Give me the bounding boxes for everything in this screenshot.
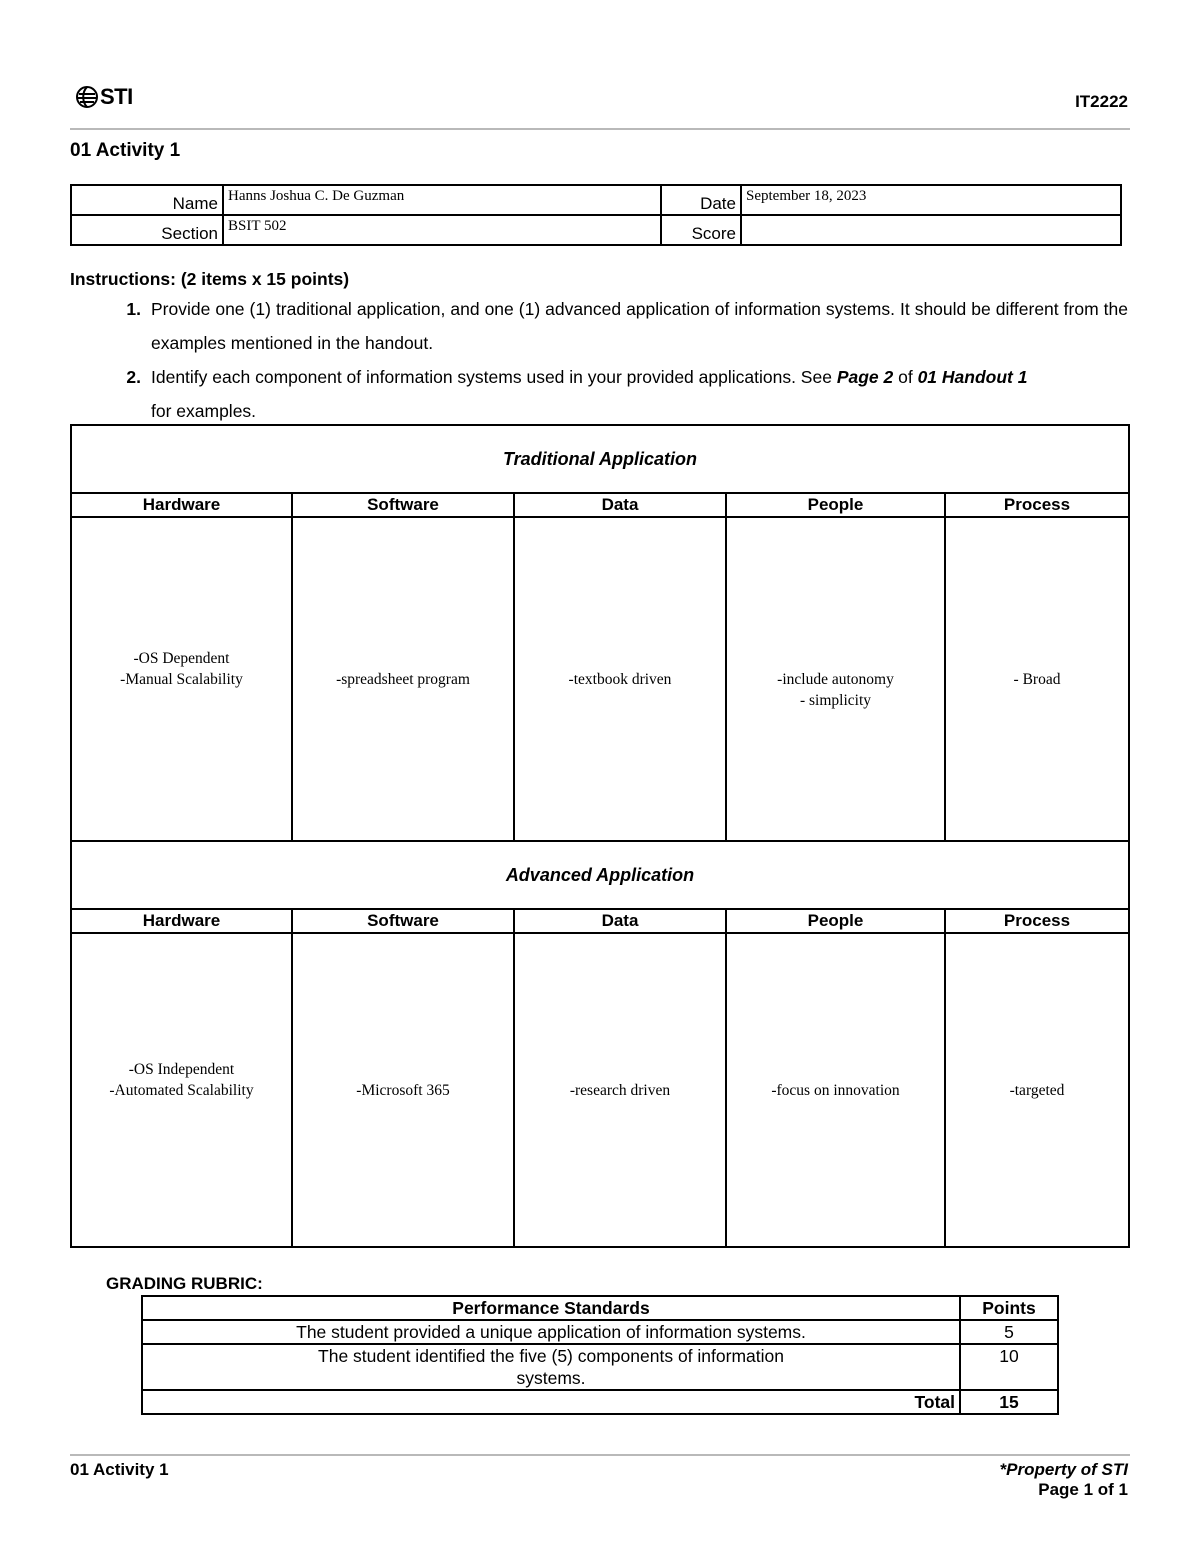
advanced-hardware-cell[interactable]	[71, 933, 292, 1247]
advanced-heading: Advanced Application	[71, 841, 1129, 909]
instruction-item	[70, 292, 1128, 360]
section-label: Section	[71, 215, 223, 245]
score-label: Score	[661, 215, 741, 245]
sti-logo	[76, 84, 133, 110]
rubric-title: GRADING RUBRIC:	[106, 1274, 263, 1293]
score-field[interactable]	[741, 215, 1121, 245]
rubric-total-row	[142, 1390, 1058, 1414]
item-text	[151, 360, 1128, 428]
date-label: Date	[661, 185, 741, 215]
col-hardware: Hardware	[71, 909, 292, 933]
col-data: Data	[514, 909, 726, 933]
col-people: People	[726, 909, 945, 933]
item-text-part: of	[893, 367, 918, 387]
advanced-software-cell[interactable]	[292, 933, 514, 1247]
item-text-part: Identify each component of information systems used in your provided applications. See	[151, 367, 837, 387]
item-text-part: for examples.	[151, 401, 257, 421]
globe-icon	[76, 86, 98, 108]
traditional-process-cell[interactable]	[945, 517, 1129, 841]
footer-title: 01 Activity 1	[70, 1460, 169, 1479]
col-software: Software	[292, 493, 514, 517]
rubric-total-label: Total	[142, 1390, 960, 1414]
cell-line: -Automated Scalability	[109, 1081, 254, 1099]
cell-line: -research driven	[569, 1081, 671, 1099]
course-code: IT2222	[1075, 92, 1128, 111]
date-field[interactable]: September 18, 2023	[741, 185, 1121, 215]
traditional-software-cell[interactable]	[292, 517, 514, 841]
instruction-item	[70, 360, 1128, 428]
section-field[interactable]: BSIT 502	[223, 215, 661, 245]
instructions-heading: Instructions: (2 items x 15 points)	[70, 269, 350, 289]
cell-line: -focus on innovation	[771, 1081, 900, 1099]
rubric-standard	[142, 1344, 960, 1390]
header-divider	[70, 128, 1130, 130]
rubric-points: 5	[960, 1320, 1058, 1344]
footer-divider	[70, 1454, 1130, 1456]
page-title: 01 Activity 1	[70, 140, 181, 161]
cell-line: -OS Independent	[128, 1060, 235, 1078]
standard-line: systems.	[516, 1368, 586, 1388]
col-hardware: Hardware	[71, 493, 292, 517]
cell-line: -Microsoft 365	[356, 1081, 450, 1099]
col-people: People	[726, 493, 945, 517]
col-data: Data	[514, 493, 726, 517]
col-process: Process	[945, 909, 1129, 933]
col-software: Software	[292, 909, 514, 933]
rubric-header-points: Points	[960, 1296, 1058, 1320]
logo-text: STI	[100, 84, 133, 109]
handout-reference: 01 Handout 1	[917, 367, 1028, 387]
rubric-row	[142, 1320, 1058, 1344]
cell-line: -spreadsheet program	[336, 670, 470, 688]
page-reference: Page 2	[836, 367, 894, 387]
standard-line: The student identified the five (5) components of information	[318, 1346, 784, 1366]
cell-line: -include autonomy	[777, 670, 894, 688]
item-number: 2.	[126, 367, 141, 387]
components-table	[70, 424, 1130, 1248]
traditional-people-cell[interactable]	[726, 517, 945, 841]
advanced-process-cell[interactable]	[945, 933, 1129, 1247]
advanced-people-cell[interactable]	[726, 933, 945, 1247]
cell-line: -targeted	[1009, 1081, 1065, 1099]
page-number: Page 1 of 1	[1038, 1480, 1128, 1499]
item-number: 1.	[126, 299, 141, 319]
grading-rubric-table	[141, 1295, 1059, 1415]
student-info-table	[70, 184, 1122, 246]
rubric-standard: The student provided a unique application of information systems.	[142, 1320, 960, 1344]
traditional-heading: Traditional Application	[71, 425, 1129, 493]
footer-right	[1000, 1460, 1128, 1500]
cell-line: - simplicity	[799, 691, 872, 709]
traditional-data-cell[interactable]	[514, 517, 726, 841]
name-label: Name	[71, 185, 223, 215]
item-text: Provide one (1) traditional application, and one (1) advanced application of information systems. It should be different from the examples mentioned in the handout.	[151, 299, 1128, 353]
traditional-hardware-cell[interactable]	[71, 517, 292, 841]
cell-line: - Broad	[1013, 670, 1061, 688]
cell-line: -Manual Scalability	[120, 670, 243, 688]
name-field[interactable]: Hanns Joshua C. De Guzman	[223, 185, 661, 215]
rubric-row	[142, 1344, 1058, 1390]
cell-line: -OS Dependent	[133, 649, 230, 667]
cell-line: -textbook driven	[568, 670, 672, 688]
rubric-header-standards: Performance Standards	[142, 1296, 960, 1320]
col-process: Process	[945, 493, 1129, 517]
property-notice: *Property of STI	[999, 1460, 1128, 1479]
instructions	[70, 266, 1128, 428]
advanced-data-cell[interactable]	[514, 933, 726, 1247]
rubric-total-value: 15	[960, 1390, 1058, 1414]
rubric-points: 10	[960, 1344, 1058, 1390]
